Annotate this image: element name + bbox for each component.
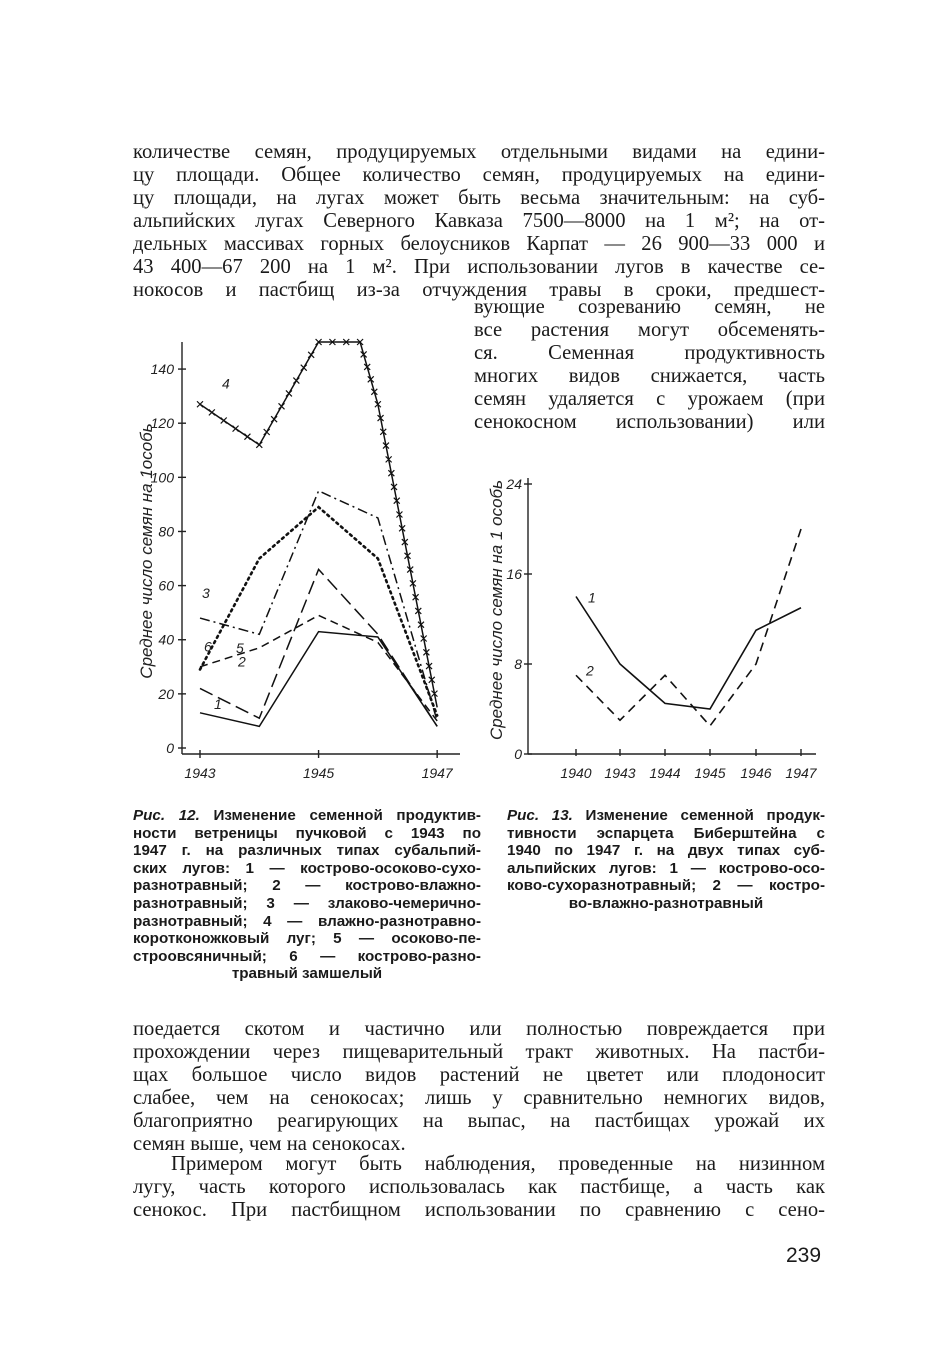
series-marker [233, 426, 239, 432]
x-tick-label: 1945 [694, 765, 726, 781]
series-marker [221, 417, 227, 423]
caption-figure-13 [507, 807, 825, 913]
series-label: 2 [238, 653, 246, 670]
caption-line: разнотравный; 3 — злаково-чемерично- [133, 894, 481, 912]
y-tick-label: 140 [150, 361, 174, 378]
caption-line: разнотравный; 2 — кострово-влажно- [133, 877, 481, 895]
y-tick-label: 120 [150, 415, 174, 432]
text-line: ся. Семенная продуктивность [474, 342, 825, 364]
text-line: Примером могут быть наблюдения, проведенные на низинном [171, 1153, 825, 1175]
figure-label: Рис. 12. [133, 807, 200, 824]
series-line-1 [576, 597, 801, 710]
paragraph-bottom [133, 1018, 825, 1156]
caption-line: альпийских лугов: 1 — кострово-осо- [507, 859, 825, 877]
text-line: поедается скотом и частично или полностью повреждается при [133, 1018, 825, 1040]
text-line: дельных массивах горных белоусников Карпат — 26 900—33 000 и [133, 233, 825, 255]
y-axis-label: Среднее число семян на 1 особь [487, 479, 506, 741]
y-tick-label: 40 [158, 631, 174, 648]
x-tick-label: 1946 [740, 765, 772, 781]
series-label: 1 [214, 695, 222, 712]
series-marker [286, 390, 292, 396]
series-marker [264, 429, 270, 435]
series-label: 4 [222, 375, 230, 392]
text-line: семян выше, чем на сенокосах. [133, 1133, 406, 1155]
y-tick-label: 100 [150, 469, 174, 486]
caption-line: строовсяничный; 6 — кострово-разно- [133, 947, 481, 965]
series-marker [256, 442, 262, 448]
series-marker [244, 434, 250, 440]
y-tick-label: 0 [514, 746, 522, 762]
text-line: благоприятно реагирующих на выпас, на пастбищах урожай их [133, 1110, 825, 1132]
y-tick-label: 8 [514, 656, 522, 672]
text-line: щах большое число видов растений не цветет или плодоносит [133, 1064, 825, 1086]
caption-figure-12 [133, 807, 481, 983]
text-line: 43 400—67 200 на 1 м². При использовании лугов в качестве се- [133, 256, 825, 278]
caption-line: во-влажно-разнотравный [568, 894, 764, 912]
y-tick-label: 16 [506, 566, 522, 582]
series-label: 1 [588, 589, 596, 606]
text-line: сенокосном использовании) или [474, 411, 825, 433]
text-line: все растения могут обсеменять- [474, 319, 825, 341]
series-marker [209, 409, 215, 415]
text-line: лугу, часть которого использовалась как пастбище, а часть как [133, 1176, 825, 1198]
caption-line: ских лугов: 1 — кострово-осоково-сухо- [133, 859, 481, 877]
text-line: слабее, чем на сенокосах; лишь у сравнительно немногих видов, [133, 1087, 825, 1109]
x-tick-label: 1947 [421, 765, 453, 781]
series-label: 2 [586, 662, 594, 679]
caption-line: ково-сухоразнотравный; 2 — костро- [507, 877, 825, 895]
series-marker [301, 365, 307, 371]
caption-line: 1940 по 1947 г. на двух типах суб- [507, 842, 825, 860]
y-tick-label: 60 [158, 577, 174, 594]
series-label: 3 [202, 585, 210, 602]
paragraph-last [133, 1153, 825, 1222]
page-number: 239 [786, 1244, 822, 1267]
caption-line: Изменение семенной продуктив- [199, 807, 481, 824]
x-tick-label: 1945 [303, 765, 335, 781]
caption-line: тивности эспарцета Биберштейна с [507, 824, 825, 842]
figure-label: Рис. 13. [507, 807, 573, 824]
x-tick-label: 1943 [604, 765, 636, 781]
series-marker [197, 401, 203, 407]
caption-line: 1947 г. на различных типах субальпий- [133, 842, 481, 860]
text-line: многих видов снижается, часть [474, 365, 825, 387]
text-line: вующие созреванию семян, не [474, 296, 825, 318]
text-line: количестве семян, продуцируемых отдельными видами на едини- [133, 141, 825, 163]
caption-line: разнотравный; 4 — влажно-разнотравно- [133, 912, 481, 930]
y-axis-label: Среднее число семян на 1особь [137, 423, 156, 679]
series-label: 6 [204, 638, 212, 655]
y-tick-label: 20 [158, 685, 174, 702]
x-tick-label: 1944 [649, 765, 681, 781]
text-line: цу площади. Общее количество семян, продуцируемых на едини- [133, 164, 825, 186]
series-marker [271, 416, 277, 422]
figure-13-chart [484, 462, 824, 782]
x-tick-label: 1943 [184, 765, 216, 781]
y-tick-label: 24 [506, 476, 522, 492]
series-label: 5 [236, 639, 244, 656]
text-line: сенокос. При пастбищном использовании по сравнению с сено- [133, 1199, 825, 1221]
series-marker [279, 403, 285, 409]
series-line-6 [200, 507, 437, 715]
text-line: нокосов и пастбищ из-за отчуждения травы в сроки, предшест- [133, 279, 825, 301]
text-line: семян удаляется с урожаем (при [474, 388, 825, 410]
text-line: прохождении через пищеварительный тракт животных. На пастби- [133, 1041, 825, 1063]
x-tick-label: 1947 [785, 765, 817, 781]
text-line: альпийских лугах Северного Кавказа 7500—8000 на 1 м²; на от- [133, 210, 825, 232]
series-marker [293, 378, 299, 384]
x-tick-label: 1940 [560, 765, 592, 781]
series-line-2 [576, 529, 801, 726]
caption-line: ности ветреницы пучковой с 1943 по [133, 824, 481, 842]
caption-line: коротконожковый луг; 5 — осоково-пе- [133, 930, 481, 948]
paragraph-top [133, 141, 825, 302]
y-tick-label: 80 [158, 523, 174, 540]
y-tick-label: 0 [166, 740, 174, 756]
text-line: цу площади, на лугах может быть весьма значительным: на суб- [133, 187, 825, 209]
caption-line: Изменение семенной продук- [572, 807, 826, 824]
figure-12-chart [130, 318, 453, 781]
caption-line: травный замшелый [231, 965, 383, 983]
paragraph-wrap [474, 296, 825, 434]
series-marker [308, 352, 314, 358]
